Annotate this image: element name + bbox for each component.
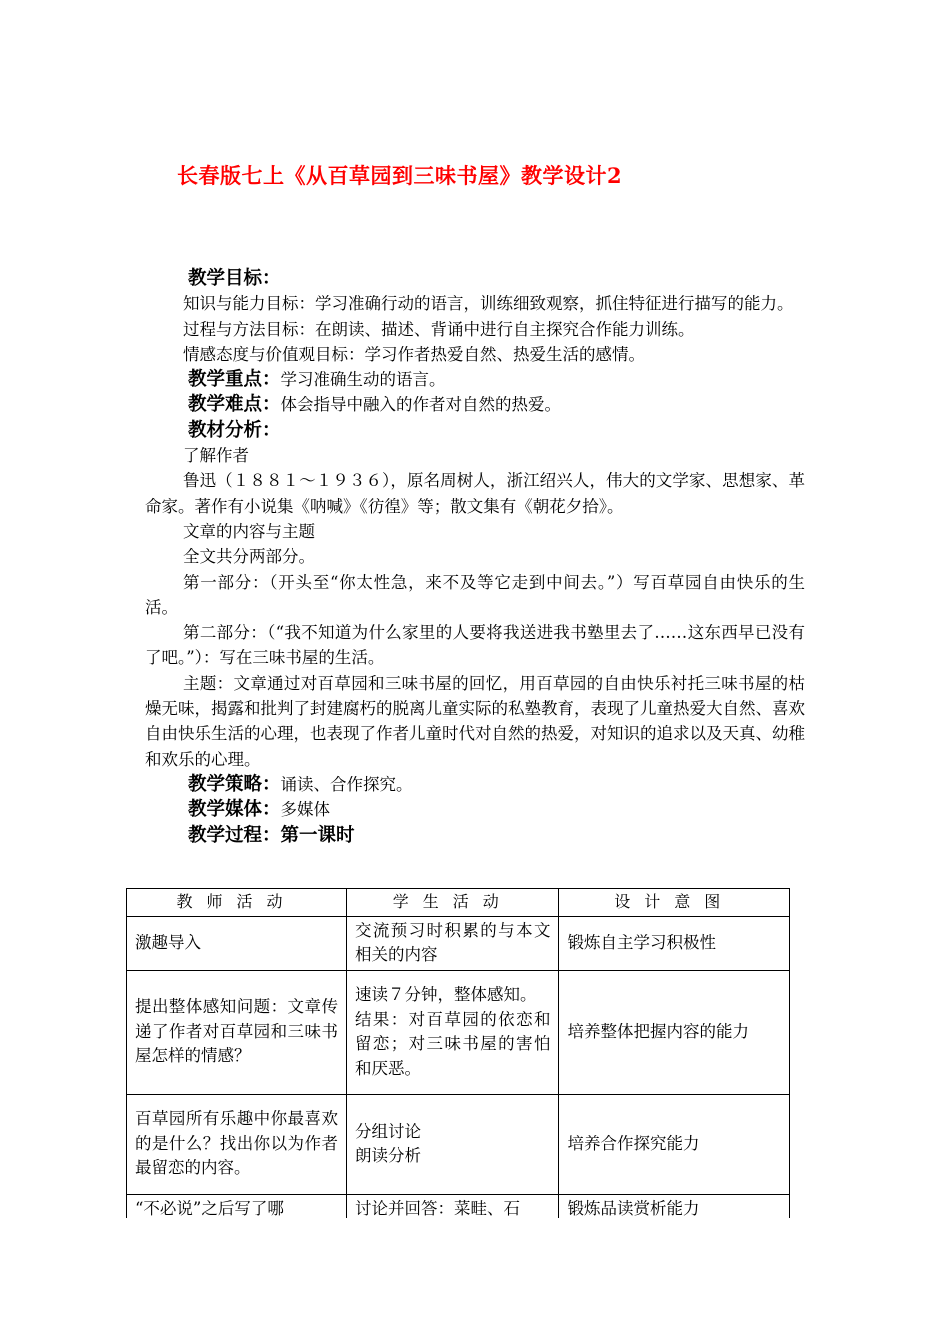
document-title: 长春版七上《从百草园到三味书屋》教学设计2 [177,163,623,188]
key-point-value: 学习准确生动的语言。 [280,370,446,390]
analysis-heading: 教材分析： [188,419,281,441]
analysis-paragraph: 第一部分：（开头至“你太性急，来不及等它走到中间去。”）写百草园自由快乐的生活。 [145,572,805,617]
process-value: 第一课时 [280,824,355,846]
document-body [145,266,805,848]
media [145,797,805,822]
student-cell: 交流预习时积累的与本文相关的内容 [346,916,559,970]
process [145,823,805,848]
teacher-cell: 激趣导入 [127,916,347,970]
teacher-cell: 百草园所有乐趣中你最喜欢的是什么？找出你以为作者最留恋的内容。 [127,1094,347,1194]
table-row [127,1094,790,1194]
header-intent: 设计意图 [559,889,790,917]
media-value: 多媒体 [280,800,331,820]
student-cell: 讨论并回答：菜畦、石 [346,1194,559,1254]
objective-item: 情感态度与价值观目标：学习作者热爱自然、热爱生活的感情。 [183,344,645,364]
student-line: 结果：对百草园的依恋和留恋；对三味书屋的害怕和厌恶。 [354,1009,551,1078]
analysis-paragraph: 主题：文章通过对百草园和三味书屋的回忆，用百草园的自由快乐衬托三味书屋的枯燥无味，揭露和批判了封建腐朽的脱离儿童实际的私塾教育，表现了儿童热爱大自然、喜欢自由快乐生活的心理，也表现了作者儿童时代对自然的热爱，对知识的追求以及天真、幼稚和欢乐的心理。 [145,673,805,769]
table-row [127,916,790,970]
student-line: 速读７分钟，整体感知。 [354,985,537,1004]
strategy-label: 教学策略： [188,773,281,795]
intent-cell: 锻炼品读赏析能力 [559,1194,790,1254]
objectives-heading: 教学目标： [188,268,281,289]
header-teacher: 教师活动 [127,889,347,917]
media-label: 教学媒体： [188,799,281,821]
analysis-paragraph: 了解作者 [183,446,249,466]
strategy [145,772,805,797]
student-line: 朗读分析 [354,1146,421,1165]
student-cell [346,970,559,1094]
table-row [127,970,790,1094]
objective-item: 过程与方法目标：在朗读、描述、背诵中进行自主探究合作能力训练。 [183,319,695,339]
process-label: 教学过程： [188,824,281,846]
intent-cell: 锻炼自主学习积极性 [559,916,790,970]
header-student: 学生活动 [346,889,559,917]
teacher-cell: “不必说”之后写了哪 [127,1194,347,1254]
difficulty-label: 教学难点： [188,394,281,416]
analysis-paragraph: 文章的内容与主题 [183,521,315,541]
difficulty [145,392,805,417]
table-header-row [127,889,790,917]
page-bottom-margin [0,1218,950,1344]
key-point-label: 教学重点： [188,369,281,391]
intent-cell: 培养合作探究能力 [559,1094,790,1194]
analysis-paragraph: 全文共分两部分。 [183,547,315,567]
objective-item: 知识与能力目标：学习准确行动的语言，训练细致观察，抓住特征进行描写的能力。 [183,294,794,314]
student-line: 分组讨论 [354,1121,421,1141]
strategy-value: 诵读、合作探究。 [280,774,413,794]
key-point [145,367,805,392]
analysis-paragraph: 第二部分：（“我不知道为什么家里的人要将我送进我书塾里去了……这东西早已没有了吧。”）：写在三味书屋的生活。 [145,623,805,668]
analysis-paragraph: 鲁迅（１８８１～１９３６），原名周树人，浙江绍兴人，伟大的文学家、思想家、革命家。著作有小说集《呐喊》《彷徨》等；散文集有《朝花夕拾》。 [145,471,805,516]
teacher-cell: 提出整体感知问题：文章传递了作者对百草园和三味书屋怎样的情感？ [127,970,347,1094]
student-cell [346,1094,559,1194]
intent-cell: 培养整体把握内容的能力 [559,970,790,1094]
lesson-table [126,888,790,1255]
difficulty-value: 体会指导中融入的作者对自然的热爱。 [280,395,562,415]
